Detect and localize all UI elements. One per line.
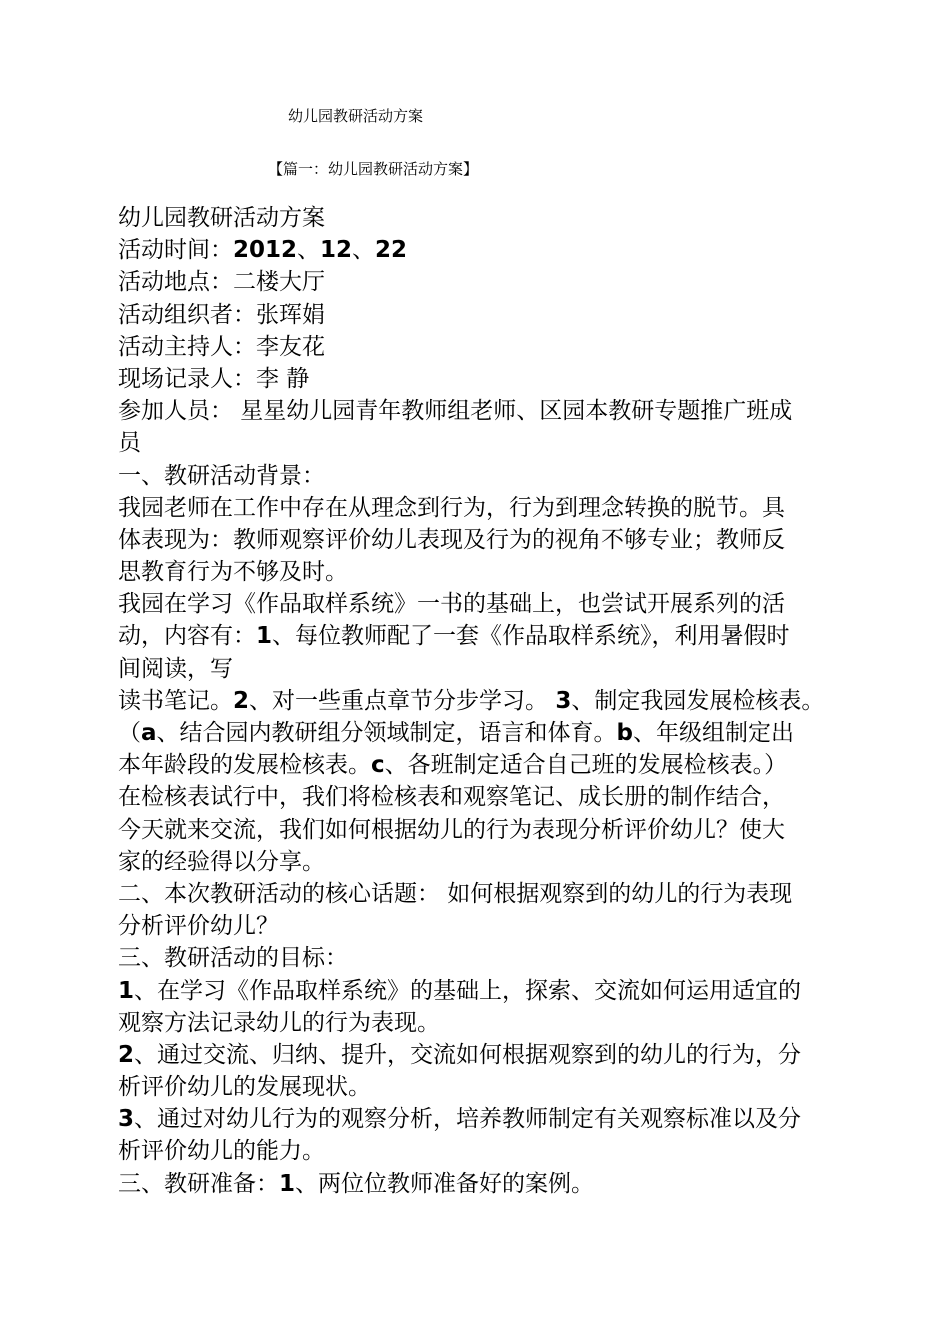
text-line — [118, 1007, 878, 1039]
text-line — [118, 1103, 878, 1135]
number-fragment: 2 — [118, 1041, 135, 1068]
number-fragment: 2 — [233, 687, 250, 714]
text-fragment: 活动时间： — [118, 237, 233, 264]
text-line — [118, 588, 878, 620]
text-fragment: （ — [118, 720, 141, 746]
text-line — [118, 1168, 878, 1200]
text-line — [118, 234, 878, 266]
text-line — [118, 556, 878, 588]
number-fragment: 12 — [320, 237, 353, 264]
text-fragment: 动，内容有： — [118, 623, 256, 650]
text-line — [118, 942, 878, 974]
text-fragment: 活动地点：二楼大厅 — [118, 269, 325, 296]
number-fragment: b — [616, 720, 633, 746]
text-fragment: 分析评价幼儿？ — [118, 913, 279, 940]
text-line — [118, 427, 878, 459]
text-fragment: 析评价幼儿的发展现状。 — [118, 1074, 371, 1101]
section-subtitle: 【篇一：幼儿园教研活动方案】 — [268, 160, 479, 178]
number-fragment: 1 — [118, 977, 135, 1004]
number-fragment: c — [371, 752, 385, 779]
text-line — [118, 910, 878, 942]
text-fragment: 、制定我园发展检核表。 — [571, 687, 825, 714]
text-line — [118, 781, 878, 813]
document-title: 幼儿园教研活动方案 — [288, 107, 424, 125]
number-fragment: 1 — [279, 1170, 296, 1197]
text-line — [118, 878, 878, 910]
text-fragment: 一、教研活动背景： — [118, 462, 325, 489]
text-line — [118, 814, 878, 846]
number-fragment: 1 — [256, 623, 273, 650]
text-line — [118, 717, 878, 749]
text-fragment: 析评价幼儿的能力。 — [118, 1138, 325, 1165]
text-fragment: 我园老师在工作中存在从理念到行为，行为到理念转换的脱节。具 — [118, 494, 785, 521]
text-fragment: 本年龄段的发展检核表。 — [118, 752, 371, 779]
text-line — [118, 492, 878, 524]
text-fragment: 、对一些重点章节分步学习。 — [249, 687, 556, 714]
text-fragment: 、各班制定适合自己班的发展检核表。） — [384, 752, 788, 779]
text-fragment: 活动组织者：张珲娟 — [118, 301, 325, 328]
number-fragment: 3 — [118, 1106, 135, 1133]
text-line — [118, 1071, 878, 1103]
text-fragment: 、 — [297, 237, 321, 264]
text-line — [118, 299, 878, 331]
text-line — [118, 1039, 878, 1071]
text-line — [118, 749, 878, 781]
text-fragment: 三、教研活动的目标： — [118, 945, 348, 972]
text-fragment: 、通过对幼儿行为的观察分析，培养教师制定有关观察标准以及分 — [134, 1106, 802, 1133]
text-line — [118, 846, 878, 878]
text-fragment: 、每位教师配了一套《作品取样系统》，利用暑假时 — [272, 623, 790, 650]
text-fragment: 读书笔记。 — [118, 687, 233, 714]
text-fragment: 、在学习《作品取样系统》的基础上，探索、交流如何运用适宜的 — [134, 977, 802, 1004]
text-line — [118, 266, 878, 298]
text-line — [118, 1135, 878, 1167]
text-fragment: 、 — [352, 237, 376, 264]
text-line — [118, 685, 878, 717]
text-fragment: 、两位位教师准备好的案例。 — [295, 1170, 595, 1197]
text-line — [118, 331, 878, 363]
text-fragment: 今天就来交流，我们如何根据幼儿的行为表现分析评价幼儿？使大 — [118, 816, 785, 843]
text-line — [118, 395, 878, 427]
text-line — [118, 202, 878, 234]
text-fragment: 我园在学习《作品取样系统》一书的基础上，也尝试开展系列的活 — [118, 591, 785, 618]
text-fragment: 间阅读，写 — [118, 655, 233, 682]
text-fragment: 现场记录人：李 静 — [118, 365, 310, 392]
text-line — [118, 524, 878, 556]
document-body — [118, 202, 878, 1200]
text-line — [118, 363, 878, 395]
text-fragment: 、通过交流、归纳、提升，交流如何根据观察到的幼儿的行为，分 — [134, 1041, 802, 1068]
text-fragment: 、结合园内教研组分领域制定，语言和体育。 — [156, 720, 617, 746]
text-fragment: 、年级组制定出 — [633, 720, 794, 746]
number-fragment: 22 — [375, 237, 408, 264]
text-fragment: 员 — [118, 430, 141, 457]
text-fragment: 观察方法记录幼儿的行为表现。 — [118, 1009, 440, 1036]
text-line — [118, 975, 878, 1007]
text-fragment: 三、教研准备： — [118, 1170, 279, 1197]
text-fragment: 活动主持人：李友花 — [118, 333, 325, 360]
text-line — [118, 460, 878, 492]
number-fragment: 2012 — [233, 237, 298, 264]
text-fragment: 二、本次教研活动的核心话题： 如何根据观察到的幼儿的行为表现 — [118, 880, 793, 907]
text-fragment: 参加人员： 星星幼儿园青年教师组老师、区园本教研专题推广班成 — [118, 398, 793, 425]
text-fragment: 家的经验得以分享。 — [118, 848, 325, 875]
number-fragment: a — [141, 720, 157, 746]
number-fragment: 3 — [555, 687, 572, 714]
text-fragment: 在检核表试行中，我们将检核表和观察笔记、成长册的制作结合， — [118, 784, 785, 811]
text-fragment: 思教育行为不够及时。 — [118, 559, 348, 586]
text-line — [118, 620, 878, 652]
text-fragment: 幼儿园教研活动方案 — [118, 205, 325, 231]
text-line — [118, 653, 878, 685]
text-fragment: 体表现为：教师观察评价幼儿表现及行为的视角不够专业；教师反 — [118, 526, 785, 553]
